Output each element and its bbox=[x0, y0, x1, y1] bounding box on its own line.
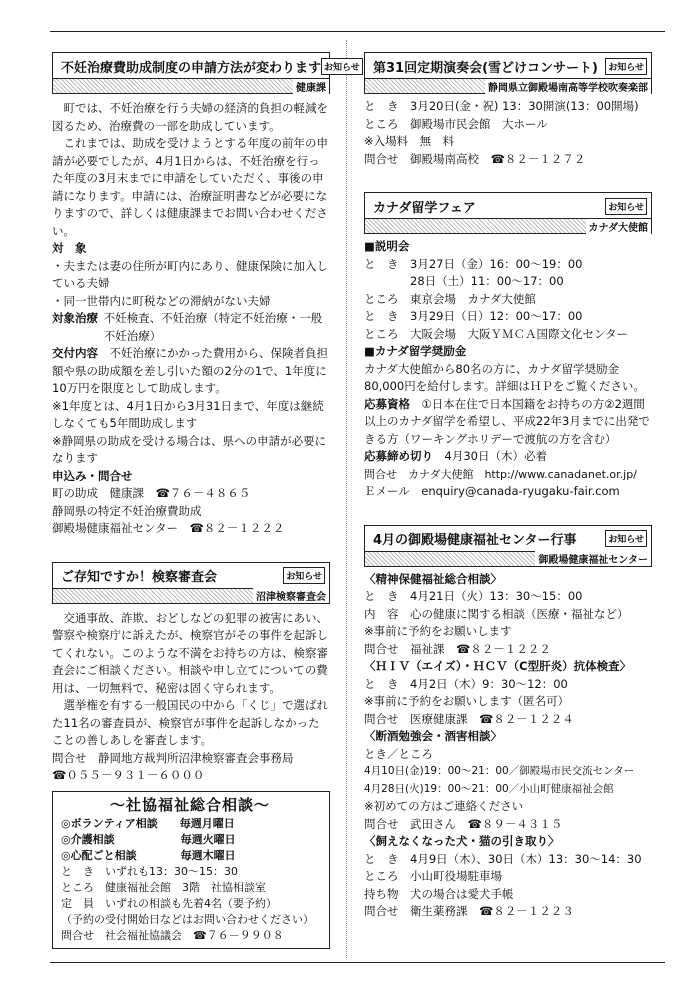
gyoji-line: 問合せ 衛生薬務課 ☎８２－１２２３ bbox=[364, 904, 574, 918]
bottom-rule bbox=[50, 962, 665, 963]
canada-contact1: 問合せ カナダ大使館 http://www.canadanet.or.jp/ bbox=[364, 467, 637, 481]
funin-target2: ・同一世帯内に町税などの滞納がない夫婦 bbox=[52, 293, 271, 308]
kensatsu-title: ご存知ですか！検察審査会 bbox=[61, 570, 218, 585]
funin-content-value: 不妊治療にかかった費用から、保険者負担額や県の助成額を差し引いた額の2分の1で、1年度に10万円を限度として助成します。 bbox=[52, 346, 328, 395]
funin-treat bbox=[52, 310, 330, 345]
concert-dept: 静岡県立御殿場南高等学校吹奏楽部 bbox=[485, 79, 651, 94]
sodan-row: と き いずれも13：30～15：30 bbox=[61, 864, 238, 878]
concert-title: 第31回定期演奏会(雪どけコンサート) bbox=[373, 60, 598, 76]
gyoji-line: 〈ＨＩＶ（エイズ）・ＨＣＶ（C型肝炎）抗体検査〉 bbox=[364, 659, 632, 673]
canada-req bbox=[364, 396, 652, 449]
sodan-title: ～社協福祉総合相談～ bbox=[109, 795, 270, 814]
canada-section bbox=[364, 192, 652, 501]
kensatsu-dept: 沼津検察審査会 bbox=[253, 588, 329, 603]
left-column bbox=[52, 52, 360, 949]
canada-dept: カナダ大使館 bbox=[586, 219, 652, 234]
notice-badge: お知らせ bbox=[321, 58, 363, 75]
gyoji-line: 4月10日(金)19：00～21：00／御殿場市民交流センター bbox=[364, 765, 635, 777]
gyoji-line: 問合せ 福祉課 ☎８２－１２２２ bbox=[364, 641, 551, 656]
notice-badge: お知らせ bbox=[605, 198, 647, 215]
concert-line: 問合せ 御殿場南高校 ☎８２－１２７２ bbox=[364, 151, 586, 166]
funin-note2: ※静岡県の助成を受ける場合は、県への申請が必要になります bbox=[52, 433, 327, 465]
concert-line: と き 3月20日(金・祝) 13：30開演(13：00開場) bbox=[364, 99, 639, 113]
canada-line: ところ 大阪会場 大阪ＹＭＣＡ国際文化センター bbox=[364, 326, 629, 341]
notice-badge: お知らせ bbox=[605, 58, 647, 75]
canada-line: 28日（土）11：00～17：00 bbox=[364, 274, 564, 288]
gyoji-line: ※事前に予約をお願いします（匿名可） bbox=[364, 694, 570, 708]
funin-intro2: これまでは、助成を受けようとする年度の前年の申請が必要でしたが、4月1日からは、不妊治療を行った年度の3月末までに申請をしていただく、事後の申請になります。申請には、治療証明書などが必要になりますので、詳しくは健康課までお問い合わせください。 bbox=[52, 136, 328, 238]
gyoji-header bbox=[364, 525, 652, 567]
sodan-row: ◎ボランティア相談 毎週月曜日 bbox=[61, 816, 235, 830]
canada-contact2: Ｅメール enquiry@canada-ryugaku-fair.com bbox=[364, 484, 620, 498]
notice-badge: お知らせ bbox=[605, 530, 647, 547]
sodan-box bbox=[52, 791, 330, 949]
canada-line: ところ 東京会場 カナダ大使館 bbox=[364, 291, 536, 306]
kensatsu-contact1: 問合せ 静岡地方裁判所沼津検察審査会事務局 bbox=[52, 750, 294, 765]
funin-target1: ・夫または妻の住所が町内にあり、健康保険に加入している夫婦 bbox=[52, 258, 328, 290]
gyoji-line: と き 4月9日（木）、30日（木）13：30～14：30 bbox=[364, 851, 642, 866]
funin-intro1: 町では、不妊治療を行う夫婦の経済的負担の軽減を図るため、治療費の一部を助成しています。 bbox=[52, 101, 328, 133]
canada-title: カナダ留学フェア bbox=[373, 200, 476, 216]
funin-contact2: 静岡県の特定不妊治療費助成 bbox=[52, 503, 202, 518]
sodan-row: （予約の受付開始日などはお問い合わせください） bbox=[61, 912, 314, 926]
sodan-row: ◎介護相談 毎週火曜日 bbox=[61, 832, 236, 846]
canada-req-value: ①日本在住で日本国籍をお持ちの方②2週間以上のカナダ留学を希望し、平成22年3月までに出発できる方（ワーキングホリデーで渡航の方を含む） bbox=[364, 396, 650, 446]
sodan-row: 定 員 いずれの相談も先着4名（要予約） bbox=[61, 896, 277, 910]
gyoji-line: と き 4月2日（木）9：30～12：00 bbox=[364, 676, 568, 691]
gyoji-section bbox=[364, 525, 652, 921]
gyoji-line: 持ち物 犬の場合は愛犬手帳 bbox=[364, 886, 514, 901]
gyoji-line: 〈精神保健福祉総合相談〉 bbox=[364, 571, 502, 586]
canada-req-label: 応募資格 bbox=[364, 396, 410, 411]
canada-header bbox=[364, 192, 652, 234]
funin-title: 不妊治療費助成制度の申請方法が変わります bbox=[61, 60, 322, 76]
canada-deadline-label: 応募締め切り bbox=[364, 449, 433, 463]
funin-apply-label: 申込み・問合せ bbox=[52, 468, 133, 483]
funin-note1: ※1年度とは、4月1日から3月31日まで、年度は継続しなくても5年間助成します bbox=[52, 398, 324, 430]
funin-content-label: 交付内容 bbox=[52, 346, 98, 360]
gyoji-title: 4月の御殿場健康福祉センター行事 bbox=[373, 533, 577, 548]
gyoji-line: ※事前に予約をお願いします bbox=[364, 624, 512, 638]
kensatsu-header bbox=[52, 562, 330, 604]
gyoji-line: と き 4月21日（火）13：30～15：00 bbox=[364, 589, 583, 603]
kensatsu-contact2: ☎０５５－９３１－６０００ bbox=[52, 768, 205, 782]
gyoji-dept: 御殿場健康福祉センター bbox=[535, 551, 651, 566]
concert-header bbox=[364, 52, 652, 94]
gyoji-line: ※初めての方はご連絡ください bbox=[364, 799, 524, 813]
funin-header bbox=[52, 52, 360, 94]
funin-target-label: 対 象 bbox=[52, 241, 87, 255]
sodan-row: 問合せ 社会福祉協議会 ☎７６－９９０８ bbox=[61, 928, 284, 942]
canada-h2: ■カナダ留学奨励金 bbox=[364, 344, 467, 358]
funin-dept: 健康課 bbox=[293, 79, 329, 94]
funin-treat-label: 対象治療 bbox=[52, 311, 98, 325]
funin-contact1: 町の助成 健康課 ☎７６－４８６５ bbox=[52, 486, 251, 500]
gyoji-line: 問合せ 医療健康課 ☎８２－１２２４ bbox=[364, 711, 574, 726]
gyoji-line: 4月28日(火)19：00～21：00／小山町健康福祉会館 bbox=[364, 782, 614, 795]
funin-section bbox=[52, 52, 360, 538]
funin-content bbox=[52, 345, 330, 398]
concert-line: ※入場料 無 料 bbox=[364, 134, 455, 148]
sodan-row: ◎心配ごと相談 毎週木曜日 bbox=[61, 848, 236, 862]
top-rule bbox=[50, 31, 665, 32]
right-column bbox=[364, 52, 652, 945]
concert-section bbox=[364, 52, 652, 168]
gyoji-line: 〈断酒勉強会・酒害相談〉 bbox=[364, 729, 502, 743]
gyoji-line: ところ 小山町役場駐車場 bbox=[364, 869, 502, 883]
gyoji-line: 内 容 心の健康に関する相談（医療・福祉など） bbox=[364, 606, 629, 621]
funin-contact3: 御殿場健康福祉センター ☎８２－１２２２ bbox=[52, 521, 285, 535]
concert-line: ところ 御殿場市民会館 大ホール bbox=[364, 116, 548, 131]
sodan-row: ところ 健康福祉会館 3階 社協相談室 bbox=[61, 880, 266, 894]
kensatsu-section bbox=[52, 562, 330, 949]
gyoji-line: 〈飼えなくなった犬・猫の引き取り〉 bbox=[364, 834, 560, 848]
canada-p2: カナダ大使館から80名の方に、カナダ留学奨励金80,000円を給付します。詳細はＨＰをご覧ください。 bbox=[364, 361, 645, 393]
canada-line: と き 3月27日（金）16：00～19：00 bbox=[364, 256, 583, 271]
gyoji-line: 問合せ 武田さん ☎８９－４３１５ bbox=[364, 816, 563, 831]
canada-line: と き 3月29日（日）12：00～17：00 bbox=[364, 309, 583, 323]
funin-treat-value: 不妊検査、不妊治療（特定不妊治療・一般不妊治療） bbox=[103, 311, 323, 343]
gyoji-line: とき／ところ bbox=[364, 746, 433, 761]
notice-badge: お知らせ bbox=[283, 567, 325, 584]
kensatsu-p2: 選挙権を有する一般国民の中から「くじ」で選ばれた11名の審査員が、検察官が事件を起訴しなかったことの善しあしを審査します。 bbox=[52, 698, 328, 747]
canada-deadline bbox=[364, 448, 652, 466]
canada-deadline-value: 4月30日（木）必着 bbox=[444, 449, 547, 463]
kensatsu-p1: 交通事故、詐欺、おどしなどの犯罪の被害にあい、警察や検察庁に訴えたが、検察官がその事件を起訴してくれない。このような不満をお持ちの方は、検察審査会にご相談ください。相談や申し立てについての費用は、一切無料で、秘密は固く守られます。 bbox=[52, 610, 328, 695]
column-divider bbox=[346, 40, 347, 958]
canada-h1: ■説明会 bbox=[364, 239, 410, 253]
